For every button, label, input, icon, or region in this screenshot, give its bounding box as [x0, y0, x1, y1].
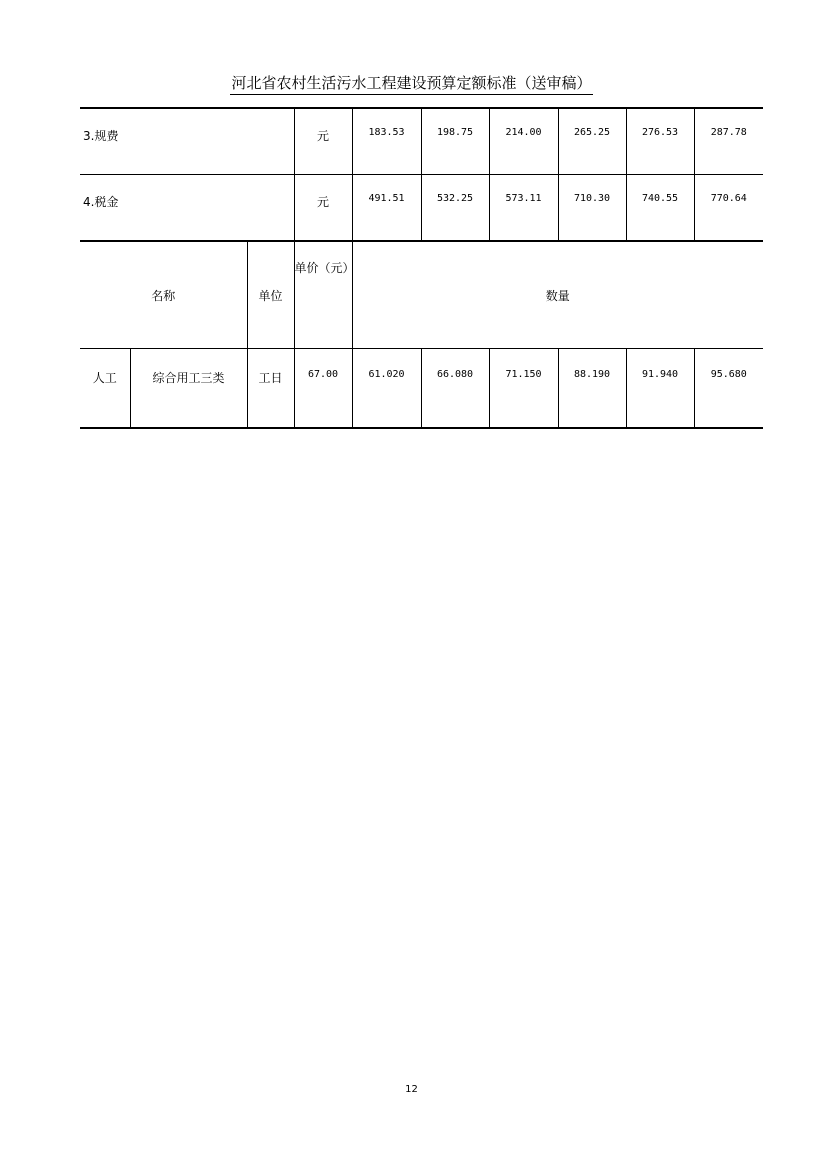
labor-unit-price-cell: 67.00: [294, 349, 352, 429]
fee-value-cell: 214.00: [489, 108, 558, 175]
labor-quantity-cell: 95.680: [694, 349, 763, 429]
table-header-row: [80, 241, 763, 349]
table-row-tax: [80, 175, 763, 242]
fee-name-cell: 3.规费: [80, 108, 294, 175]
tax-value-cell: 532.25: [421, 175, 489, 242]
table-row-fees: [80, 108, 763, 175]
fee-value-cell: 183.53: [352, 108, 421, 175]
page-title: [0, 72, 823, 95]
labor-quantity-cell: 66.080: [421, 349, 489, 429]
quota-table: [80, 107, 763, 429]
labor-unit-cell: 工日: [247, 349, 294, 429]
header-unit-price-cell: 单价（元）: [294, 241, 352, 349]
labor-quantity-cell: 71.150: [489, 349, 558, 429]
header-name-cell: 名称: [80, 241, 247, 349]
fee-value-cell: 265.25: [558, 108, 626, 175]
page-title-text: 河北省农村生活污水工程建设预算定额标准（送审稿）: [230, 72, 592, 95]
fee-value-cell: 287.78: [694, 108, 763, 175]
tax-unit-cell: 元: [294, 175, 352, 242]
tax-value-cell: 573.11: [489, 175, 558, 242]
fee-unit-cell: 元: [294, 108, 352, 175]
labor-quantity-cell: 91.940: [626, 349, 694, 429]
tax-value-cell: 491.51: [352, 175, 421, 242]
table-row-labor: [80, 349, 763, 429]
fee-value-cell: 198.75: [421, 108, 489, 175]
labor-quantity-cell: 88.190: [558, 349, 626, 429]
header-quantity-cell: 数量: [352, 241, 763, 349]
tax-name-cell: 4.税金: [80, 175, 294, 242]
tax-value-cell: 710.30: [558, 175, 626, 242]
fee-value-cell: 276.53: [626, 108, 694, 175]
header-unit-cell: 单位: [247, 241, 294, 349]
page-number: 12: [405, 1084, 418, 1095]
tax-value-cell: 770.64: [694, 175, 763, 242]
tax-value-cell: 740.55: [626, 175, 694, 242]
labor-item-cell: 综合用工三类: [130, 349, 247, 429]
labor-category-cell: 人工: [80, 349, 130, 429]
labor-quantity-cell: 61.020: [352, 349, 421, 429]
